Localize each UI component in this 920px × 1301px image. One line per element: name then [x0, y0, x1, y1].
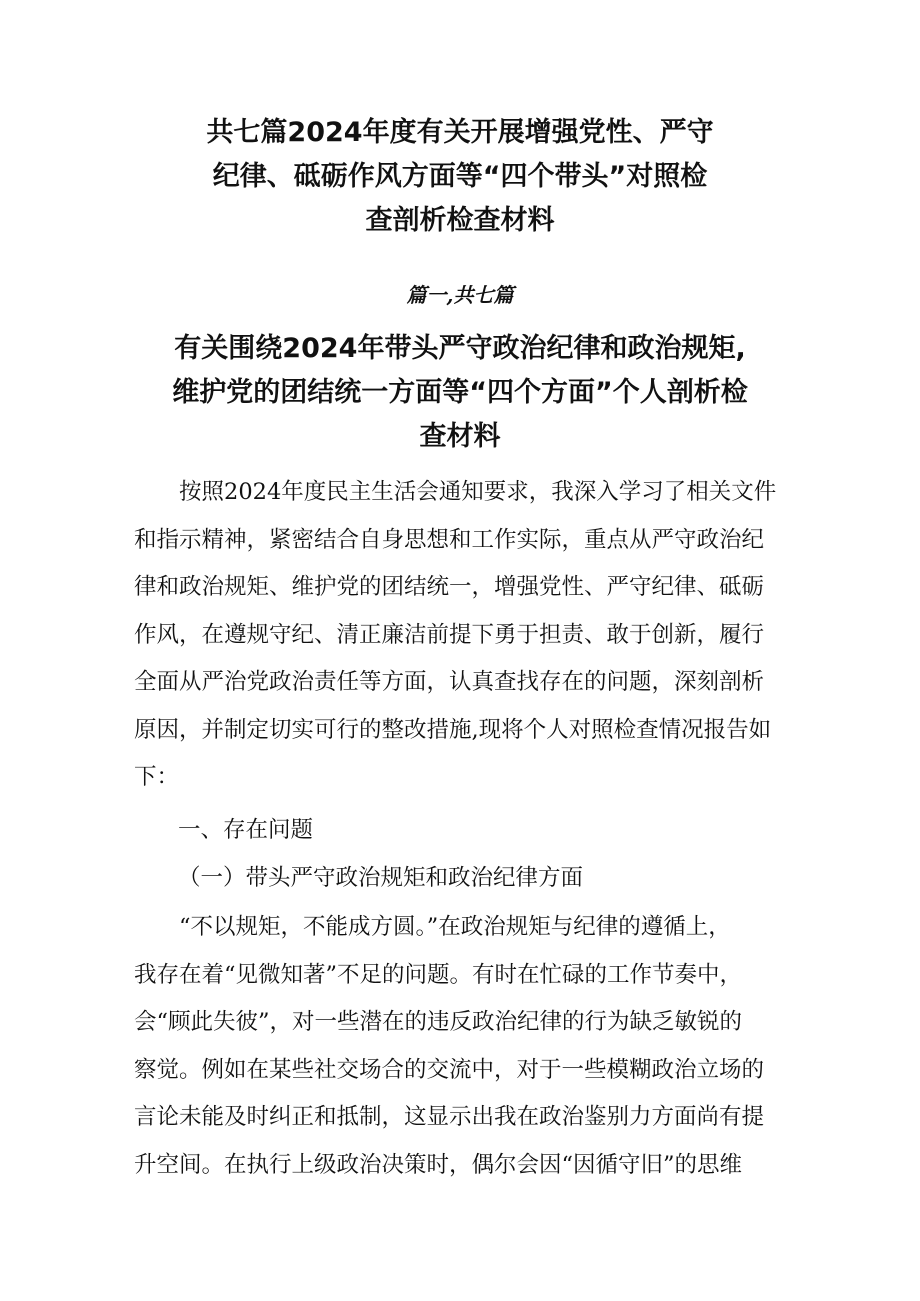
title-line: 查剖析检查材料 — [365, 205, 555, 236]
article-label: 篇一,共七篇 — [406, 283, 514, 307]
paragraph-line: 下： — [134, 764, 180, 790]
paragraph-line: 全面从严治党政治责任等方面，认真查找存在的问题，深刻剖析 — [134, 669, 765, 695]
paragraph-line: 言论未能及时纠正和抵制，这显示出我在政治鉴别力方面尚有提 — [134, 1104, 765, 1130]
paragraph-line: 会“顾此失彼”，对一些潜在的违反政治纪律的行为缺乏敏锐的 — [134, 1009, 743, 1035]
paragraph-line: 和指示精神，紧密结合自身思想和工作实际，重点从严守政治纪 — [134, 526, 765, 553]
paragraph-line: 察觉。例如在某些社交场合的交流中，对于一些模糊政治立场的 — [134, 1056, 765, 1083]
issue-paragraph — [134, 904, 796, 1189]
title-line: 有关围绕2024年带头严守政治纪律和政治规矩, — [174, 333, 746, 364]
section-heading: 一、存在问题 — [178, 817, 314, 843]
paragraph-line: 按照2024年度民主生活会通知要求，我深入学习了相关文件 — [134, 479, 777, 505]
title-line: 纪律、砥砺作风方面等“四个带头”对照检 — [212, 161, 708, 192]
article-title — [130, 327, 790, 459]
paragraph-line: 律和政治规矩、维护党的团结统一，增强党性、严守纪律、砥砺 — [134, 574, 765, 600]
paragraph-line: 原因，并制定切实可行的整改措施,现将个人对照检查情况报告如 — [134, 716, 772, 743]
document-title — [130, 111, 790, 243]
paragraph-line: 作风，在遵规守纪、清正廉洁前提下勇于担责、敢于创新，履行 — [134, 621, 765, 648]
intro-paragraph — [134, 469, 796, 802]
subsection-heading: （一）带头严守政治规矩和政治纪律方面 — [178, 865, 584, 891]
title-line: 查材料 — [419, 421, 501, 452]
title-line: 维护党的团结统一方面等“四个方面”个人剖析检 — [172, 377, 748, 408]
paragraph-line: 升空间。在执行上级政治决策时，偶尔会因“因循守旧”的思维 — [134, 1151, 743, 1178]
title-line: 共七篇2024年度有关开展增强党性、严守 — [206, 117, 714, 148]
paragraph-line: 我存在着“见微知著”不足的问题。有时在忙碌的工作节奏中， — [134, 961, 743, 988]
paragraph-line: “不以规矩，不能成方圆。”在政治规矩与纪律的遵循上， — [134, 914, 731, 940]
